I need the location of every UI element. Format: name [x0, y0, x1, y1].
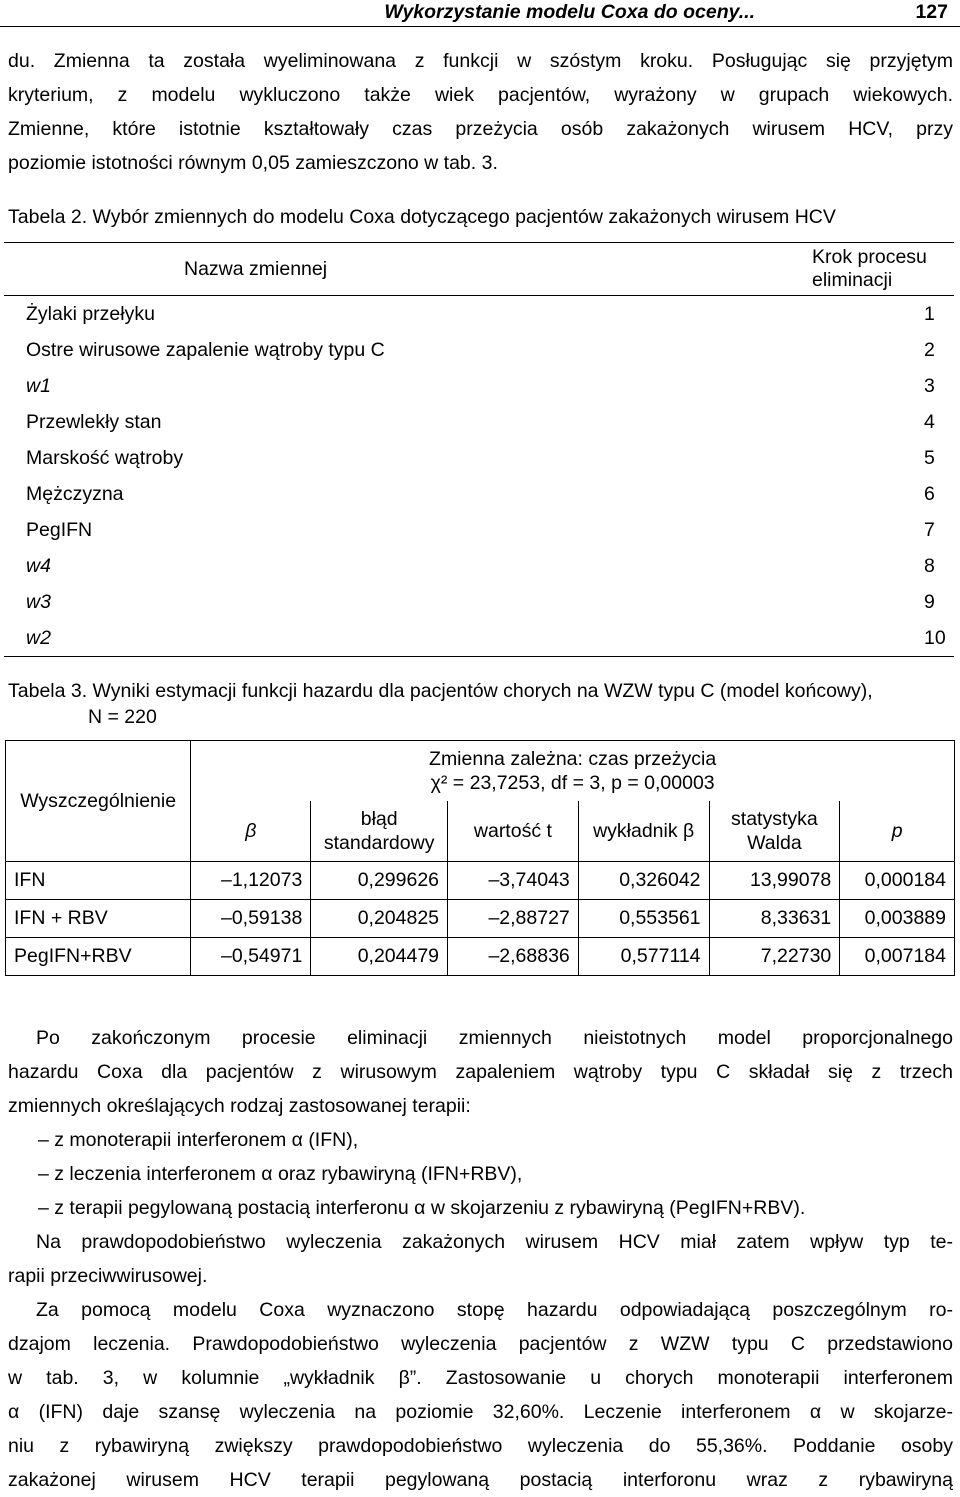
table-row: [4, 584, 954, 620]
table-cell: 13,99078: [709, 862, 840, 900]
table-row: [6, 900, 955, 938]
table2-caption: Tabela 2. Wybór zmiennych do modelu Coxa dotyczącego pacjentów zakażonych wirusem HCV: [8, 206, 836, 228]
table3-caption: [8, 678, 953, 730]
table-cell: w4: [26, 554, 51, 577]
table-cell: 0,007184: [840, 938, 955, 976]
table-cell: PegIFN+RBV: [6, 938, 191, 976]
table-cell: –3,74043: [448, 862, 579, 900]
table-row: [6, 862, 955, 900]
table-cell: 2: [924, 338, 935, 361]
table-cell: 0,577114: [578, 938, 709, 976]
table-cell: Ostre wirusowe zapalenie wątroby typu C: [26, 338, 385, 361]
table-cell: 0,553561: [578, 900, 709, 938]
column-header: błąd standardowy: [311, 801, 448, 862]
table-header-row: [6, 741, 955, 802]
column-header: Wyszczególnienie: [6, 741, 191, 862]
table-cell: 7,22730: [709, 938, 840, 976]
table-cell: 3: [924, 374, 935, 397]
running-header: [0, 0, 960, 27]
table-row: [4, 368, 954, 404]
table-cell: Przewlekły stan: [26, 410, 162, 433]
table-cell: w1: [26, 374, 51, 397]
text-line: Po zakończonym procesie eliminacji zmiennych nieistotnych model proporcjonalnego: [36, 1027, 953, 1049]
table-cell: –0,59138: [191, 900, 311, 938]
list-item: – z terapii pegylowaną postacią interferonu α w skojarzeniu z rybawiryną (PegIFN+RBV).: [38, 1197, 806, 1219]
text-line: zmiennych określających rodzaj zastosowanej terapii:: [8, 1095, 471, 1117]
table-cell: 10: [704, 620, 954, 657]
text-line: rapii przeciwwirusowej.: [8, 1265, 208, 1287]
table-cell: 1: [924, 302, 935, 325]
table-cell: 0,204825: [311, 900, 448, 938]
column-header: wykładnik β: [578, 801, 709, 862]
table-cell: 7: [924, 518, 935, 541]
table-cell: –2,68836: [448, 938, 579, 976]
table-cell: –2,88727: [448, 900, 579, 938]
table-row: [4, 404, 954, 440]
column-header: statystyka Walda: [709, 801, 840, 862]
table-cell: w2: [4, 620, 704, 657]
text-line: zakażonej wirusem HCV terapii pegylowaną postacią interforonu wraz z rybawiryną: [8, 1469, 953, 1491]
running-title: Wykorzystanie modelu Coxa do oceny...: [384, 1, 755, 23]
column-header: p: [840, 801, 955, 862]
table-header-row: [4, 243, 954, 296]
page-number: 127: [915, 1, 948, 23]
therapy-list: [38, 1123, 958, 1225]
column-header: Krok procesu eliminacji: [704, 243, 954, 296]
table-cell: 5: [924, 446, 935, 469]
body-paragraph: [8, 1293, 953, 1497]
body-paragraph: [8, 1225, 953, 1293]
table2: [4, 242, 954, 657]
table-cell: 8,33631: [709, 900, 840, 938]
table3-caption-line: N = 220: [88, 706, 157, 728]
table-cell: 0,003889: [840, 900, 955, 938]
table-cell: 9: [924, 590, 935, 613]
column-header: β: [191, 801, 311, 862]
text-line: hazardu Coxa dla pacjentów z wirusowym zapaleniem wątroby typu C składał się z trzech: [8, 1061, 953, 1083]
text-line: dzajom leczenia. Prawdopodobieństwo wyleczenia pacjentów z WZW typu C przedstawiono: [8, 1333, 953, 1355]
text-line: niu z rybawiryną zwiększy prawdopodobieństwo wyleczenia do 55,36%. Poddanie osoby: [8, 1435, 953, 1457]
text-line: kryterium, z modelu wykluczono także wiek pacjentów, wyrażony w grupach wiekowych.: [8, 84, 953, 106]
table-cell: PegIFN: [26, 518, 93, 541]
list-item: – z monoterapii interferonem α (IFN),: [38, 1129, 359, 1151]
table-cell: 0,000184: [840, 862, 955, 900]
table-cell: IFN: [6, 862, 191, 900]
text-line: du. Zmienna ta została wyeliminowana z funkcji w szóstym kroku. Posługując się przyjętym: [8, 50, 953, 72]
header-group-line: Zmienna zależna: czas przeżycia: [429, 748, 717, 770]
table-row: [4, 476, 954, 512]
table-cell: 0,204479: [311, 938, 448, 976]
table-cell: 0,299626: [311, 862, 448, 900]
text-line: Zmienne, które istotnie kształtowały czas przeżycia osób zakażonych wirusem HCV, przy: [8, 118, 953, 140]
table-cell: 8: [924, 554, 935, 577]
text-line: Na prawdopodobieństwo wyleczenia zakażonych wirusem HCV miał zatem wpływ typ te-: [36, 1231, 953, 1253]
text-line: poziomie istotności równym 0,05 zamieszczono w tab. 3.: [8, 152, 498, 174]
table-cell: –1,12073: [191, 862, 311, 900]
list-item: – z leczenia interferonem α oraz rybawiryną (IFN+RBV),: [38, 1163, 523, 1185]
table-cell: 4: [924, 410, 935, 433]
table-row: [4, 512, 954, 548]
table-row: [4, 620, 954, 657]
table-row: [4, 548, 954, 584]
table-cell: Mężczyzna: [26, 482, 124, 505]
table-cell: IFN + RBV: [6, 900, 191, 938]
text-line: Za pomocą modelu Coxa wyznaczono stopę hazardu odpowiadającą poszczególnym ro-: [36, 1299, 953, 1321]
text-line: w tab. 3, w kolumnie „wykładnik β”. Zastosowanie u chorych monoterapii interferonem: [8, 1367, 953, 1389]
table-cell: w3: [26, 590, 51, 613]
intro-paragraph: [8, 44, 953, 180]
table-cell: Marskość wątroby: [26, 446, 184, 469]
column-header: wartość t: [448, 801, 579, 862]
table3: [5, 740, 955, 976]
table-row: [4, 332, 954, 368]
table-row: [4, 440, 954, 476]
header-group: [191, 741, 955, 802]
table-cell: Żylaki przełyku: [26, 302, 155, 325]
table-row: [4, 296, 954, 333]
table-cell: 0,326042: [578, 862, 709, 900]
table-row: [6, 938, 955, 976]
body-paragraph: [8, 1021, 953, 1123]
table3-caption-line: Tabela 3. Wyniki estymacji funkcji hazardu dla pacjentów chorych na WZW typu C (model końcowy),: [8, 680, 873, 702]
header-group-line: χ² = 23,7253, df = 3, p = 0,00003: [430, 772, 715, 794]
column-header: Nazwa zmiennej: [4, 243, 704, 296]
table-cell: 6: [924, 482, 935, 505]
table-cell: –0,54971: [191, 938, 311, 976]
text-line: α (IFN) daje szansę wyleczenia na poziomie 32,60%. Leczenie interferonem α w skojarze-: [8, 1401, 953, 1423]
